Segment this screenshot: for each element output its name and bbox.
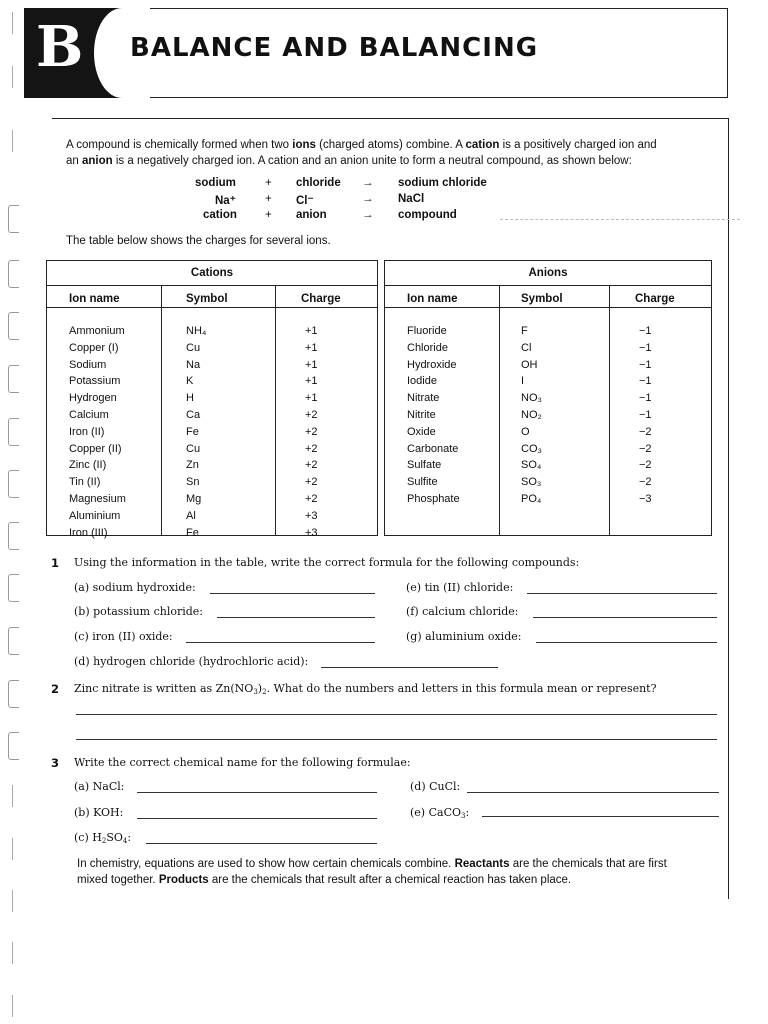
anion-charge-cell: −1 (639, 341, 652, 354)
table-rule (385, 307, 711, 308)
anion-charge-cell: −1 (639, 358, 652, 371)
q3b-answer-line[interactable] (137, 818, 377, 819)
term-anion: anion (82, 155, 113, 167)
anion-name-cell: Chloride (407, 341, 448, 354)
anion-symbol-cell: I (521, 375, 525, 388)
anions-table (384, 260, 712, 536)
cation-symbol-cell: Zn (186, 459, 199, 472)
binder-ring (8, 522, 19, 550)
q3c-answer-line[interactable] (146, 843, 377, 844)
table-rule (161, 285, 162, 535)
anion-charge-cell: −1 (639, 408, 652, 421)
term-products: Products (158, 874, 209, 886)
cation-symbol-cell: Ca (186, 408, 201, 421)
anion-symbol-cell: SO₄ (521, 459, 542, 472)
eq-arrow: → (362, 177, 374, 189)
binder-ring (8, 365, 19, 393)
anion-symbol-cell: F (521, 325, 528, 337)
anion-name-cell: Fluoride (407, 325, 447, 337)
col-header-charge: Charge (301, 293, 341, 305)
anion-names-column (407, 323, 460, 508)
eq-word-compound: compound (398, 209, 457, 221)
q3c-text: (c) H (74, 831, 102, 844)
question-3-number: 3 (51, 756, 60, 770)
cation-charge-cell: +2 (305, 425, 318, 438)
cation-symbol-cell: Mg (186, 492, 202, 505)
cation-symbol-cell: NH₄ (186, 325, 207, 337)
q2-text: ) (257, 682, 263, 695)
cation-names-column (69, 323, 126, 541)
cation-name-cell: Zinc (II) (69, 459, 107, 472)
binder-mark (12, 995, 13, 1017)
eq-word-chloride: chloride (296, 177, 341, 189)
cation-charge-cell: +1 (305, 341, 318, 354)
question-1-prompt: Using the information in the table, write the correct formula for the following compounds: (74, 556, 580, 569)
cation-name-cell: Potassium (69, 375, 121, 388)
cation-charge-cell: +3 (305, 509, 318, 522)
anion-symbol-cell: CO₃ (521, 442, 542, 455)
cation-symbol-cell: Fe (186, 526, 199, 539)
q2-text: . What do the numbers and letters in this formula mean or represent? (266, 682, 657, 695)
binder-ring (8, 312, 19, 340)
cations-table (46, 260, 378, 539)
cation-symbols-column (186, 323, 206, 541)
q3e-label (410, 806, 469, 820)
cation-symbol-cell: H (186, 392, 194, 405)
anion-charge-cell: −2 (639, 442, 652, 455)
col-header-symbol: Symbol (186, 293, 228, 305)
binder-mark (12, 942, 13, 964)
anion-symbol-cell: SO₃ (521, 476, 542, 489)
intro-text: is a positively charged ion and (499, 139, 657, 151)
intro-text: an (66, 155, 82, 167)
intro-text: A compound is chemically formed when two (66, 139, 293, 151)
anion-symbol-cell: NO₂ (521, 408, 542, 421)
table-intro: The table below shows the charges for several ions. (66, 235, 331, 247)
q3c-text: : (127, 831, 132, 844)
binder-ring (8, 470, 19, 498)
cation-name-cell: Sodium (69, 358, 107, 371)
dashed-mark (500, 219, 740, 220)
binder-mark (12, 785, 13, 807)
table-rule (499, 285, 500, 535)
q3e-answer-line[interactable] (482, 816, 719, 817)
question-2-number: 2 (51, 682, 60, 696)
q3e-subscript: 3 (461, 812, 466, 820)
binder-mark (12, 66, 13, 88)
q1c-label: (c) iron (II) oxide: (74, 630, 173, 643)
binder-ring (8, 574, 19, 602)
eq-plus: + (265, 177, 272, 189)
binder-ring (8, 418, 19, 446)
anion-name-cell: Iodide (407, 375, 437, 388)
question-2-prompt (74, 682, 657, 696)
page-title: BALANCE AND BALANCING (130, 33, 539, 63)
anion-symbol-cell: Cl (521, 341, 532, 354)
anion-charge-cell: −1 (639, 375, 652, 388)
cation-name-cell: Copper (I) (69, 341, 119, 354)
col-header-ion-name: Ion name (69, 293, 120, 305)
eq-word-sodium-chloride: sodium chloride (398, 177, 487, 189)
intro-paragraph (66, 137, 716, 169)
q3e-text: (e) CaCO (410, 806, 461, 819)
q1a-answer-line[interactable] (210, 593, 375, 594)
cation-symbol-cell: Sn (186, 476, 200, 489)
eq-symbol-nacl: NaCl (398, 193, 425, 205)
q1e-label: (e) tin (II) chloride: (406, 581, 514, 594)
outro-paragraph (77, 856, 717, 888)
q3d-label: (d) CuCl: (410, 780, 461, 793)
cation-charge-cell: +1 (305, 375, 318, 388)
cation-symbol-cell: K (186, 375, 194, 388)
q2-text: Zinc nitrate is written as Zn(NO (74, 682, 254, 695)
anion-charge-cell: −1 (639, 325, 652, 337)
q1c-answer-line[interactable] (186, 642, 375, 643)
cation-charge-cell: +2 (305, 442, 318, 455)
cation-symbol-cell: Cu (186, 341, 201, 354)
section-letter: B (36, 14, 84, 80)
q3d-answer-line[interactable] (467, 792, 719, 793)
q3c-subscript: 2 (101, 837, 107, 845)
col-header-symbol: Symbol (521, 293, 563, 305)
anion-charge-cell: −3 (639, 492, 652, 505)
q3b-label: (b) KOH: (74, 806, 124, 819)
anion-name-cell: Nitrite (407, 408, 436, 421)
cation-symbol-cell: Na (186, 358, 201, 371)
q1b-answer-line[interactable] (217, 617, 375, 618)
q1f-label: (f) calcium chloride: (406, 605, 519, 618)
q2-answer-line[interactable] (76, 714, 717, 715)
table-rule (385, 285, 711, 286)
cation-name-cell: Hydrogen (69, 392, 117, 405)
q1e-answer-line[interactable] (527, 593, 717, 594)
anion-name-cell: Phosphate (407, 492, 460, 505)
col-header-ion-name: Ion name (407, 293, 458, 305)
eq-plus: + (265, 193, 272, 205)
outro-text: are the chemicals that are first (509, 858, 667, 870)
eq-word-anion: anion (296, 209, 327, 221)
cation-name-cell: Iron (III) (69, 526, 108, 539)
q3a-answer-line[interactable] (137, 792, 377, 793)
q1g-answer-line[interactable] (536, 642, 717, 643)
anion-charge-cell: −2 (639, 425, 652, 438)
q3c-subscript: 4 (122, 837, 128, 845)
cation-charge-cell: +2 (305, 408, 318, 421)
cation-symbol-cell: Fe (186, 425, 199, 438)
eq-word-cation: cation (203, 209, 237, 221)
anion-symbol-cell: O (521, 425, 530, 438)
anion-name-cell: Nitrate (407, 392, 440, 405)
question-3-prompt: Write the correct chemical name for the following formulae: (74, 756, 411, 769)
cation-symbol-cell: Cu (186, 442, 201, 455)
table-rule (275, 285, 276, 535)
q1d-answer-line[interactable] (321, 667, 498, 668)
binder-ring (8, 732, 19, 760)
binder-ring (8, 627, 19, 655)
outro-text: mixed together. (77, 874, 159, 886)
cation-name-cell: Magnesium (69, 492, 126, 505)
anion-symbol-cell: OH (521, 358, 538, 371)
q3c-label (74, 831, 131, 845)
cation-name-cell: Ammonium (69, 325, 125, 337)
binder-mark (12, 130, 13, 152)
anion-charge-cell: −2 (639, 476, 652, 489)
q2-subscript: 3 (253, 688, 258, 696)
anion-charge-cell: −2 (639, 459, 652, 472)
eq-plus: + (265, 209, 272, 221)
binder-mark (12, 12, 13, 34)
anion-name-cell: Sulfate (407, 459, 442, 472)
cation-charges-column (305, 323, 318, 541)
table-rule (609, 285, 610, 535)
anions-caption: Anions (528, 267, 568, 279)
anion-charge-cell: −1 (639, 392, 652, 405)
eq-arrow: → (362, 209, 374, 221)
cation-name-cell: Tin (II) (69, 476, 101, 489)
table-rule (47, 285, 377, 286)
cation-charge-cell: +1 (305, 392, 318, 405)
anion-name-cell: Hydroxide (407, 358, 457, 371)
col-header-charge: Charge (635, 293, 675, 305)
q3a-label: (a) NaCl: (74, 780, 125, 793)
anion-name-cell: Sulfite (407, 476, 438, 489)
intro-text: (charged atoms) combine. A (315, 139, 466, 151)
table-rule (47, 307, 377, 308)
q3c-text: SO (106, 831, 123, 844)
binder-mark (12, 838, 13, 860)
q1b-label: (b) potassium chloride: (74, 605, 204, 618)
q1a-label: (a) sodium hydroxide: (74, 581, 196, 594)
q1g-label: (g) aluminium oxide: (406, 630, 522, 643)
binder-ring (8, 205, 19, 233)
eq-symbol-na: Na⁺ (215, 195, 236, 207)
cation-name-cell: Copper (II) (69, 442, 122, 455)
cation-symbol-cell: Al (186, 509, 196, 522)
anion-symbol-cell: NO₃ (521, 392, 542, 405)
cation-charge-cell: +2 (305, 492, 318, 505)
cation-name-cell: Iron (II) (69, 425, 105, 438)
q2-subscript: 2 (262, 688, 267, 696)
anion-symbol-cell: PO₄ (521, 492, 542, 505)
anion-symbols-column (521, 323, 542, 508)
eq-arrow: → (362, 193, 374, 205)
q3e-text: : (465, 806, 470, 819)
binder-ring (8, 260, 19, 288)
anion-charges-column (639, 323, 652, 508)
term-ions: ions (292, 139, 316, 151)
cations-caption: Cations (190, 267, 234, 279)
q1d-label: (d) hydrogen chloride (hydrochloric acid): (74, 655, 309, 668)
q2-answer-line[interactable] (76, 739, 717, 740)
eq-word-sodium: sodium (195, 177, 236, 189)
term-reactants: Reactants (454, 858, 510, 870)
eq-symbol-cl: Cl⁻ (296, 195, 314, 207)
anion-name-cell: Oxide (407, 425, 436, 438)
term-cation: cation (465, 139, 500, 151)
cation-charge-cell: +1 (305, 325, 318, 337)
cation-name-cell: Aluminium (69, 509, 121, 522)
outro-text: are the chemicals that result after a chemical reaction has taken place. (208, 874, 572, 886)
cation-charge-cell: +2 (305, 459, 318, 472)
q1f-answer-line[interactable] (533, 617, 717, 618)
cation-charge-cell: +2 (305, 476, 318, 489)
cation-charge-cell: +3 (305, 526, 318, 539)
binder-mark (12, 890, 13, 912)
anion-name-cell: Carbonate (407, 442, 459, 455)
cation-name-cell: Calcium (69, 408, 109, 421)
binder-ring (8, 680, 19, 708)
intro-text: is a negatively charged ion. A cation and an anion unite to form a neutral compound, as shown below: (112, 155, 632, 167)
outro-text: In chemistry, equations are used to show how certain chemicals combine. (77, 858, 455, 870)
cation-charge-cell: +1 (305, 358, 318, 371)
question-1-number: 1 (51, 556, 60, 570)
